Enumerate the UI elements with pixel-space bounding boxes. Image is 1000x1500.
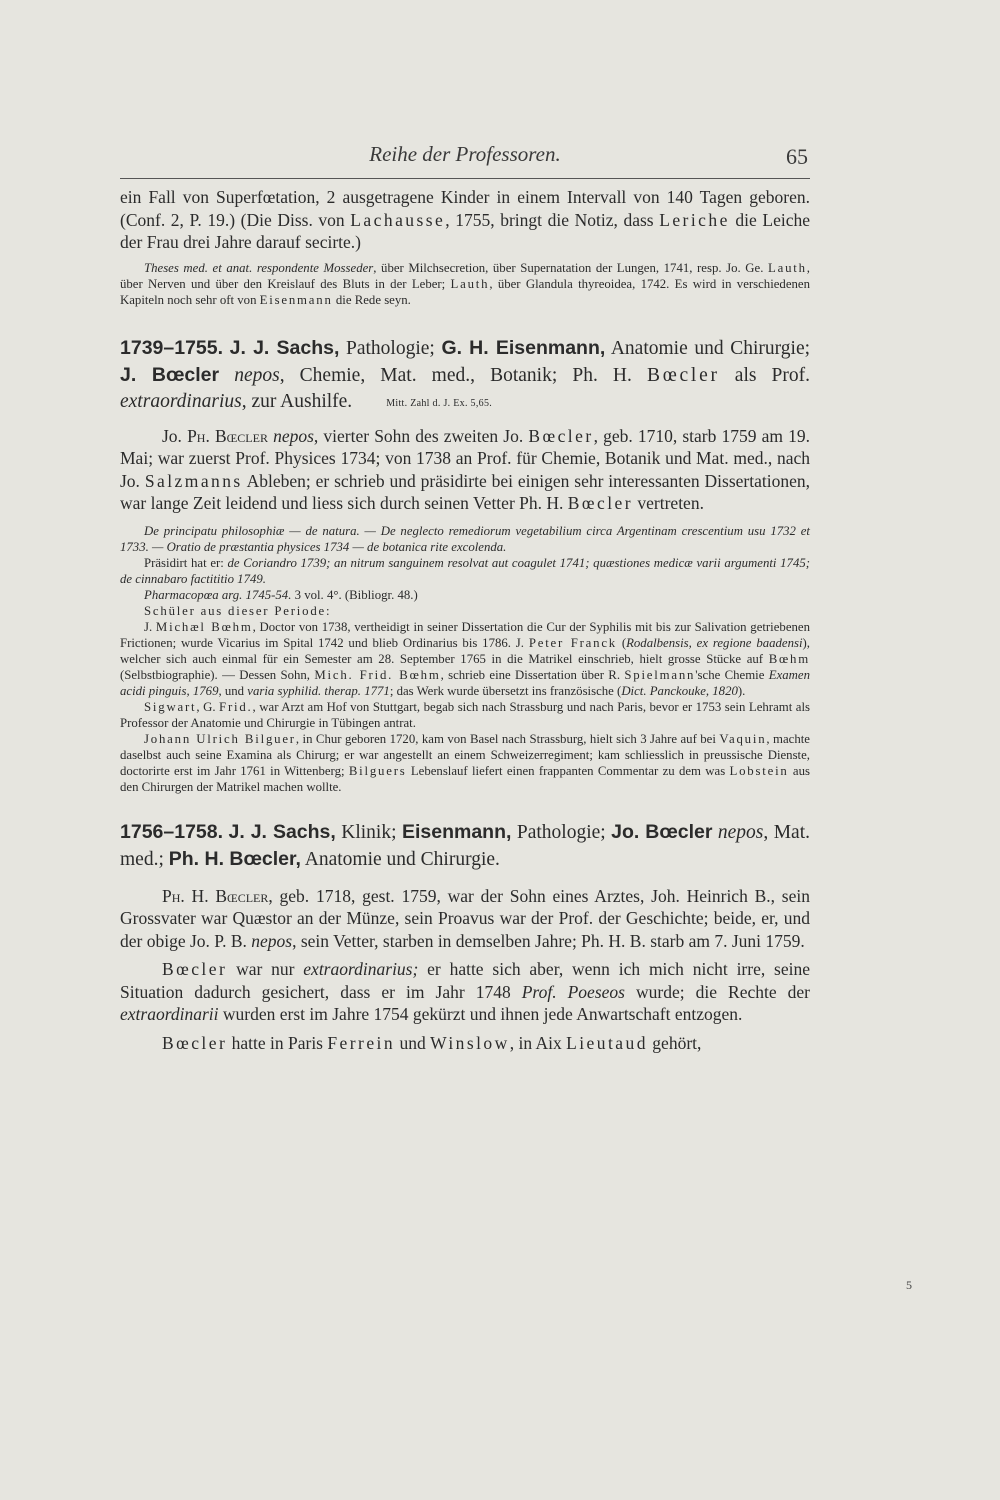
running-title: Reihe der Professoren. xyxy=(369,142,561,166)
footnote-students-heading: Schüler aus dieser Periode: xyxy=(144,603,332,618)
footnote-boehm: J. Michæl Bœhm, Doctor von 1738, vertheidigt in seiner Dissertation die Cur der Syphilis mit bis zur Salivation getriebenen Frictionen; wurde Vicarius im Spital 1742 und blieb Ordinarius bis 1786. J. Peter Franck (Rodalbensis, ex regione baadensi), welcher sich auch einmal für ein Semester am 28. September 1765 in die Matrikel einschrieb, hielt grosse Stücke auf Bœhm (Selbstbiographie). — Dessen Sohn, Mich. Frid. Bœhm, schrieb eine Dissertation über R. Spielmann'sche Chemie Examen acidi pinguis, 1769, und varia syphilid. therap. 1771; das Werk wurde übersetzt ins französische (Dict. Panckouke, 1820). xyxy=(120,619,810,698)
section-heading-1756-1758: 1756–1758. J. J. Sachs, Klinik; Eisenmann, Pathologie; Jo. Bœcler nepos, Mat. med.; Ph. H. Bœcler, Anatomie und Chirurgie. xyxy=(120,820,811,870)
footnote-bilguer: Johann Ulrich Bilguer, in Chur geboren 1720, kam von Basel nach Strassburg, hielt sich 3 Jahre auf bei Vaquin, machte daselbst auch seine Examina als Chirurg; er war angestellt an einem Schweizerregiment; kam schliesslich in preussische Dienste, doctorirte erst im Jahr 1761 in Wittenberg; Bilguers Lebenslauf liefert einen frappanten Commentar zu dem was Lobstein aus den Chirurgen der Matrikel machen wollte. xyxy=(120,731,810,794)
paragraph-paris-studies: Bœcler hatte in Paris Ferrein und Winslow, in Aix Lieutaud gehört, xyxy=(162,1032,702,1053)
paragraph-jo-ph-boecler: Jo. Ph. Bœcler nepos, vierter Sohn des zweiten Jo. Bœcler, geb. 1710, starb 1759 am 19. Mai; war zuerst Prof. Physices 1734; von 1738 an Prof. für Chemie, Botanik und Mat. med., nach Jo. Salzmanns Ableben; er schrieb und präsidirte bei einigen sehr interessanten Dissertationen, war lange Zeit leidend und liess sich durch seinen Vetter Ph. H. Bœcler vertreten. xyxy=(120,425,811,513)
footnote-writings: De principatu philosophiæ — de natura. — De neglecto remediorum vegetabilium circa Argentinam crescentium usu 1732 et 1733. — Oratio de præstantia physices 1734 — de botanica rite excolenda. xyxy=(120,523,810,554)
paragraph-ph-h-boecler: Ph. H. Bœcler, geb. 1718, gest. 1759, war der Sohn eines Arztes, Joh. Heinrich B., sein Grossvater war Quæstor an der Münze, sein Proavus war der Prof. der Geschichte; beide, er, und der obige Jo. P. B. nepos, sein Vetter, starben in demselben Jahre; Ph. H. B. starb am 7. Juni 1759. xyxy=(120,885,810,951)
citation-reference: Mitt. Zahl d. J. Ex. 5,65. xyxy=(386,397,493,409)
paragraph-extraordinarius: Bœcler war nur extraordinarius; er hatte sich aber, wenn ich mich nicht irre, seine Situation dadurch gesichert, dass er im Jahr 1748 Prof. Poeseos wurde; die Rechte der extraordinarii wurden erst im Jahre 1754 gekürzt und ihnen jede Anwartschaft entzogen. xyxy=(120,959,811,1024)
page-content xyxy=(120,186,810,1054)
footnote-theses: Theses med. et anat. respondente Mosseder, über Milchsecretion, über Supernatation der Lungen, 1741, resp. Jo. Ge. Lauth, über Nerven und über den Kreislauf des Bluts in der Leber; Lauth, über Glandula thyreoidea, 1742. Es wird in verschiedenen Kapiteln noch sehr oft von Eisenmann die Rede seyn. xyxy=(120,260,810,307)
footnote-pharmacopoea: Pharmacopœa arg. 1745-54. 3 vol. 4°. (Bibliogr. 48.) xyxy=(144,587,418,602)
footnote-presided: Präsidirt hat er: de Coriandro 1739; an nitrum sanguinem resolvat aut coagulet 1741; quæstiones medicæ varii argumenti 1745; de cinnabaro factititio 1749. xyxy=(120,555,810,586)
paragraph-superfoetation: ein Fall von Superfœtation, 2 ausgetragene Kinder in einem Intervall von 140 Tagen geboren. (Conf. 2, P. 19.) (Die Diss. von Lachausse, 1755, bringt die Notiz, dass Leriche die Leiche der Frau drei Jahre darauf secirte.) xyxy=(120,187,810,252)
footnote-sigwart: Sigwart, G. Frid., war Arzt am Hof von Stuttgart, begab sich nach Strassburg und nach Paris, bevor er 1753 sein Lehramt als Professor der Anatomie und Chirurgie in Tübingen antrat. xyxy=(120,699,810,730)
section-heading-1739-1755: 1739–1755. J. J. Sachs, Pathologie; G. H. Eisenmann, Anatomie und Chirurgie; J. Bœcler nepos, Chemie, Mat. med., Botanik; Ph. H. Bœcler als Prof. extraordinarius, zur Aushilfe. Mitt. Zahl d. J. Ex. 5,65. xyxy=(120,336,811,412)
running-header xyxy=(120,142,810,179)
signature-mark: 5 xyxy=(906,1278,912,1292)
page-number: 65 xyxy=(786,144,808,169)
